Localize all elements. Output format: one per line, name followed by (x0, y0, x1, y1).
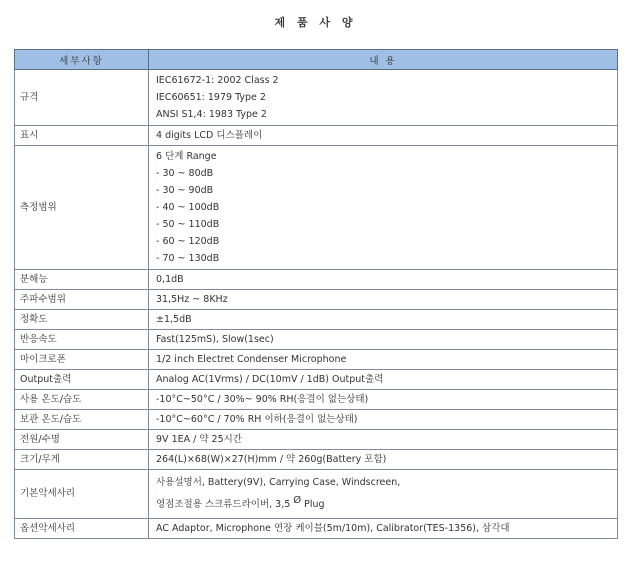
table-row (15, 450, 618, 470)
row-label: 분해능 (15, 270, 149, 290)
content-line: ANSI S1,4: 1983 Type 2 (156, 109, 267, 120)
row-content: Analog AC(1Vrms) / DC(10mV / 1dB) Output출력 (149, 370, 618, 390)
table-row (15, 410, 618, 430)
row-content: 1/2 inch Electret Condenser Microphone (149, 350, 618, 370)
row-label: 마이크로폰 (15, 350, 149, 370)
header-content: 내 용 (149, 50, 618, 70)
table-row (15, 470, 618, 519)
row-label: 사용 온도/습도 (15, 390, 149, 410)
table-row (15, 330, 618, 350)
row-label: 옵션악세사리 (15, 519, 149, 539)
row-content (149, 70, 618, 126)
row-label: 전원/수명 (15, 430, 149, 450)
table-row (15, 370, 618, 390)
row-content (149, 470, 618, 519)
row-label: 측정범위 (15, 146, 149, 270)
content-line: - 60 ~ 120dB (156, 236, 220, 247)
content-line: - 50 ~ 110dB (156, 219, 220, 230)
table-row (15, 390, 618, 410)
row-label: 반응속도 (15, 330, 149, 350)
row-content: Fast(125mS), Slow(1sec) (149, 330, 618, 350)
content-line: IEC60651: 1979 Type 2 (156, 92, 266, 103)
content-line-part: Plug (304, 499, 325, 510)
row-content: 9V 1EA / 약 25시간 (149, 430, 618, 450)
row-content: 31,5Hz ~ 8KHz (149, 290, 618, 310)
content-line: - 30 ~ 90dB (156, 185, 214, 196)
content-line-part: 영점조절용 스크류드라이버, 3,5 (156, 499, 291, 510)
row-label: 정확도 (15, 310, 149, 330)
row-content: -10°C~60°C / 70% RH 이하(응결이 없는상태) (149, 410, 618, 430)
header-detail: 세부사항 (15, 50, 149, 70)
row-content (149, 146, 618, 270)
table-row (15, 430, 618, 450)
diameter-symbol: Ø (293, 495, 302, 506)
row-label: 규격 (15, 70, 149, 126)
row-label: 기본악세사리 (15, 470, 149, 519)
row-content: 0,1dB (149, 270, 618, 290)
table-row (15, 310, 618, 330)
content-line: IEC61672-1: 2002 Class 2 (156, 75, 279, 86)
content-line: - 30 ~ 80dB (156, 168, 214, 179)
row-content: 264(L)×68(W)×27(H)mm / 약 260g(Battery 포함) (149, 450, 618, 470)
table-row (15, 519, 618, 539)
table-row (15, 270, 618, 290)
table-row (15, 290, 618, 310)
content-line: 6 단계 Range (156, 151, 217, 162)
row-label: Output출력 (15, 370, 149, 390)
content-line (156, 494, 612, 516)
row-content: 4 digits LCD 디스플레이 (149, 126, 618, 146)
spec-table (14, 49, 618, 539)
table-row (15, 126, 618, 146)
content-line: - 70 ~ 130dB (156, 253, 220, 264)
row-content: -10°C~50°C / 30%~ 90% RH(응결이 없는상태) (149, 390, 618, 410)
content-line: - 40 ~ 100dB (156, 202, 220, 213)
content-line: 사용설명서, Battery(9V), Carrying Case, Windscreen, (156, 477, 401, 488)
row-label: 표시 (15, 126, 149, 146)
page-title: 제 품 사 양 (274, 16, 357, 29)
header-row (15, 50, 618, 70)
row-label: 보관 온도/습도 (15, 410, 149, 430)
table-row (15, 350, 618, 370)
row-label: 주파수범위 (15, 290, 149, 310)
table-row (15, 70, 618, 126)
row-content: ±1,5dB (149, 310, 618, 330)
row-content: AC Adaptor, Microphone 연장 케이블(5m/10m), Calibrator(TES-1356), 삼각대 (149, 519, 618, 539)
table-row (15, 146, 618, 270)
row-label: 크기/무게 (15, 450, 149, 470)
